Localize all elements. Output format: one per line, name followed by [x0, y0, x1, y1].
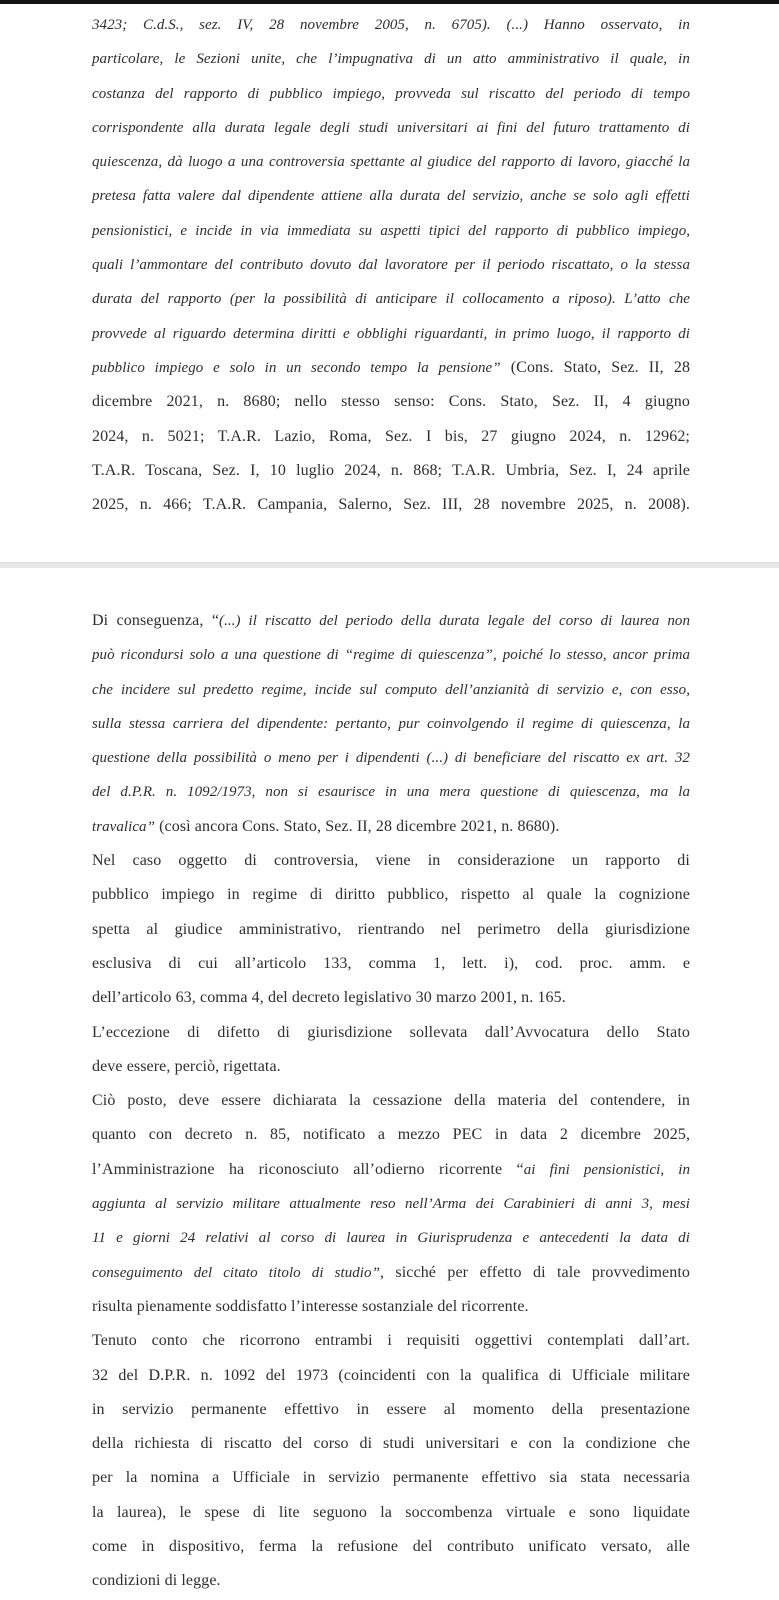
- text-line-content: [92, 428, 690, 445]
- quoted-italic-text: pubblico impiego e solo in un secondo tempo la pensione”: [92, 359, 501, 376]
- document-page-2: [0, 568, 779, 1600]
- text-line: [92, 1393, 690, 1427]
- text-line-content: [92, 715, 690, 732]
- text-line: [92, 1256, 690, 1290]
- text-line: [92, 1564, 690, 1598]
- text-line-content: [92, 1401, 690, 1418]
- text-line: [92, 1427, 690, 1461]
- body-text: dicembre 2021, n. 8680; nello stesso senso: Cons. Stato, Sez. II, 4 giugno: [92, 393, 690, 411]
- body-text: come in dispositivo, ferma la refusione del contributo unificato versato, alle: [92, 1538, 690, 1556]
- text-line-content: [92, 1024, 690, 1041]
- document-page-1: [0, 4, 779, 562]
- body-text: Ciò posto, deve essere dichiarata la cessazione della materia del contendere, in: [92, 1092, 691, 1110]
- text-line-content: [92, 1058, 281, 1075]
- body-text: (Cons. Stato, Sez. II, 28: [500, 358, 691, 376]
- text-line: [92, 111, 690, 145]
- text-line: [92, 1221, 690, 1255]
- text-line-content: [92, 1092, 690, 1109]
- text-line-content: [92, 1538, 690, 1555]
- text-line-content: [92, 955, 690, 972]
- quoted-italic-text: travalica”: [92, 818, 155, 835]
- quoted-italic-text: che incidere sul predetto regime, incide sul computo dell’anzianità di servizio e, con esso,: [92, 681, 690, 698]
- body-text: , sicché per effetto di tale provvedimento: [379, 1263, 691, 1281]
- quoted-italic-text: particolare, le Sezioni unite, che l’impugnativa di un atto amministrativo il quale, in: [92, 51, 690, 68]
- text-line-content: [92, 1572, 221, 1589]
- text-line: [92, 179, 690, 213]
- text-line-content: [92, 85, 690, 102]
- text-line-content: [92, 1161, 690, 1178]
- body-text: l’Amministrazione ha riconosciuto all’odierno ricorrente “: [92, 1160, 524, 1178]
- body-text: 2025, n. 466; T.A.R. Campania, Salerno, Sez. III, 28 novembre 2025, n. 2008).: [92, 496, 691, 514]
- text-line-content: [92, 1229, 690, 1246]
- text-line: [92, 1084, 690, 1118]
- text-line-content: [92, 256, 690, 273]
- quoted-italic-text: durata del rapporto (per la possibilità di anticipare il collocamento a riposo). L’atto che: [92, 291, 691, 308]
- text-line: [92, 214, 690, 248]
- text-line: [92, 981, 690, 1015]
- text-line: [92, 1118, 690, 1152]
- text-line-content: [92, 325, 690, 342]
- text-line: [92, 1016, 690, 1050]
- body-text: Tenuto conto che ricorrono entrambi i requisiti oggettivi contemplati dall’art.: [92, 1332, 690, 1350]
- quoted-italic-text: corrispondente alla durata legale degli studi universitari ai fini del futuro trattamento di: [92, 119, 690, 136]
- text-line-content: [92, 749, 690, 766]
- text-line: [92, 913, 690, 947]
- text-line: [92, 1050, 690, 1084]
- text-line: [92, 1461, 690, 1495]
- body-text: (così ancora Cons. Stato, Sez. II, 28 dicembre 2021, n. 8680).: [155, 817, 560, 835]
- body-text: deve essere, perciò, rigettata.: [92, 1057, 281, 1075]
- quoted-italic-text: questione della possibilità o meno per i dipendenti (...) di beneficiare del riscatto ex art. 32: [92, 750, 690, 767]
- quoted-italic-text: pretesa fatta valere dal dipendente attiene alla durata del servizio, anche se solo agli effetti: [92, 188, 690, 205]
- quoted-italic-text: del d.P.R. n. 1092/1973, non si esaurisce in una mera questione di quiescenza, ma la: [92, 784, 691, 801]
- quoted-italic-text: provvede al riguardo determina diritti e obblighi riguardanti, in primo luogo, il rapporto di: [92, 325, 690, 342]
- text-line: [92, 420, 690, 454]
- text-line: [92, 1359, 690, 1393]
- body-text: Di conseguenza, “: [92, 612, 220, 629]
- text-line-content: [92, 783, 690, 800]
- body-text: dell’articolo 63, comma 4, del decreto legislativo 30 marzo 2001, n. 165.: [92, 989, 566, 1007]
- quoted-italic-text: aggiunta al servizio militare attualmente reso nell’Arma dei Carabinieri di anni 3, mesi: [92, 1196, 691, 1213]
- text-line-content: [92, 496, 690, 513]
- text-line-content: [92, 187, 690, 204]
- text-line-content: [92, 612, 690, 629]
- text-line: [92, 707, 690, 741]
- body-text: risulta pienamente soddisfatto l’interesse sostanziale del ricorrente.: [92, 1297, 529, 1315]
- text-line: [92, 1324, 690, 1358]
- quoted-italic-text: quiescenza, dà luogo a una controversia spettante al giudice del rapporto di lavoro, giacché la: [92, 154, 691, 171]
- text-line: [92, 1153, 690, 1187]
- text-line: [92, 385, 690, 419]
- body-text: esclusiva di cui all’articolo 133, comma 1, lett. i), cod. proc. amm. e: [92, 954, 691, 972]
- text-line: [92, 1187, 690, 1221]
- text-line-content: [92, 119, 690, 136]
- text-line-content: [92, 1435, 690, 1452]
- text-line-content: [92, 1126, 690, 1143]
- text-line: [92, 248, 690, 282]
- text-line-content: [92, 359, 690, 376]
- quoted-italic-text: 3423; C.d.S., sez. IV, 28 novembre 2005, n. 6705). (...) Hanno osservato, in: [92, 17, 690, 33]
- text-line-content: [92, 886, 690, 903]
- quoted-italic-text: sulla stessa carriera del dipendente: pertanto, pur coinvolgendo il regime di quiescenza, la: [92, 715, 691, 732]
- body-text: quanto con decreto n. 85, notificato a mezzo PEC in data 2 dicembre 2025,: [92, 1126, 691, 1144]
- text-line: [92, 775, 690, 809]
- text-line: [92, 8, 690, 42]
- text-line: [92, 282, 690, 316]
- text-line-content: [92, 852, 690, 869]
- text-line-content: [92, 50, 690, 67]
- text-line: [92, 673, 690, 707]
- body-text: pubblico impiego in regime di diritto pubblico, rispetto al quale la cognizione: [92, 886, 690, 904]
- body-text: condizioni di legge.: [92, 1572, 221, 1590]
- text-line-content: [92, 222, 690, 239]
- body-text: la laurea), le spese di lite seguono la soccombenza virtuale e sono liquidate: [92, 1503, 691, 1521]
- text-line: [92, 317, 690, 351]
- text-line-content: [92, 1469, 690, 1486]
- text-line: [92, 878, 690, 912]
- body-text: 2024, n. 5021; T.A.R. Lazio, Roma, Sez. I bis, 27 giugno 2024, n. 12962;: [92, 427, 690, 445]
- quoted-italic-text: 11 e giorni 24 relativi al corso di laurea in Giurisprudenza e antecedenti la data di: [92, 1230, 690, 1247]
- quoted-italic-text: quali l’ammontare del contributo dovuto dal lavoratore per il periodo riscattato, o la stessa: [92, 257, 690, 274]
- text-line-content: [92, 921, 690, 938]
- quoted-italic-text: pensionistici, e incide in via immediata su aspetti tipici del rapporto di pubblico impiego,: [92, 222, 691, 239]
- text-line-content: [92, 1504, 690, 1521]
- text-line: [92, 145, 690, 179]
- body-text: della richiesta di riscatto del corso di studi universitari e con la condizione che: [92, 1435, 691, 1453]
- quoted-italic-text: ai fini pensionistici, in: [523, 1161, 690, 1178]
- text-line: [92, 604, 690, 638]
- text-line-content: [92, 681, 690, 698]
- text-line: [92, 77, 690, 111]
- body-text: L’eccezione di difetto di giurisdizione sollevata dall’Avvocatura dello Stato: [92, 1023, 690, 1041]
- text-line-content: [92, 989, 566, 1006]
- text-line: [92, 741, 690, 775]
- body-text: Nel caso oggetto di controversia, viene in considerazione un rapporto di: [92, 852, 690, 870]
- text-line: [92, 1496, 690, 1530]
- body-text: per la nomina a Ufficiale in servizio permanente effettivo sia stata necessaria: [92, 1469, 690, 1487]
- text-line-content: [92, 1367, 690, 1384]
- text-line-content: [92, 818, 559, 835]
- text-line: [92, 454, 690, 488]
- text-line: [92, 638, 690, 672]
- text-line-content: [92, 16, 690, 33]
- text-line-content: [92, 393, 690, 410]
- text-line: [92, 844, 690, 878]
- text-line: [92, 1290, 690, 1324]
- body-text: in servizio permanente effettivo in essere al momento della presentazione: [92, 1400, 690, 1418]
- text-line: [92, 1530, 690, 1564]
- text-line-content: [92, 1332, 690, 1349]
- text-line-content: [92, 1264, 690, 1281]
- text-line: [92, 488, 690, 522]
- text-line: [92, 42, 690, 76]
- text-line: [92, 947, 690, 981]
- text-line-content: [92, 290, 690, 307]
- text-line-content: [92, 646, 690, 663]
- quoted-italic-text: (...) il riscatto del periodo della durata legale del corso di laurea non: [219, 613, 691, 629]
- quoted-italic-text: costanza del rapporto di pubblico impiego, provveda sul riscatto del periodo di tempo: [92, 85, 690, 102]
- text-line-content: [92, 153, 690, 170]
- text-line: [92, 351, 690, 385]
- quoted-italic-text: può ricondursi solo a una questione di “regime di quiescenza”, poiché lo stesso, ancor prima: [92, 647, 691, 664]
- body-text: T.A.R. Toscana, Sez. I, 10 luglio 2024, n. 868; T.A.R. Umbria, Sez. I, 24 aprile: [92, 461, 691, 479]
- quoted-italic-text: conseguimento del citato titolo di studio”: [92, 1264, 380, 1281]
- body-text: 32 del D.P.R. n. 1092 del 1973 (coincidenti con la qualifica di Ufficiale militare: [92, 1366, 691, 1384]
- body-text: spetta al giudice amministrativo, rientrando nel perimetro della giurisdizione: [92, 920, 690, 938]
- text-line-content: [92, 1195, 690, 1212]
- text-line-content: [92, 1298, 529, 1315]
- text-line: [92, 810, 690, 844]
- text-line-content: [92, 462, 690, 479]
